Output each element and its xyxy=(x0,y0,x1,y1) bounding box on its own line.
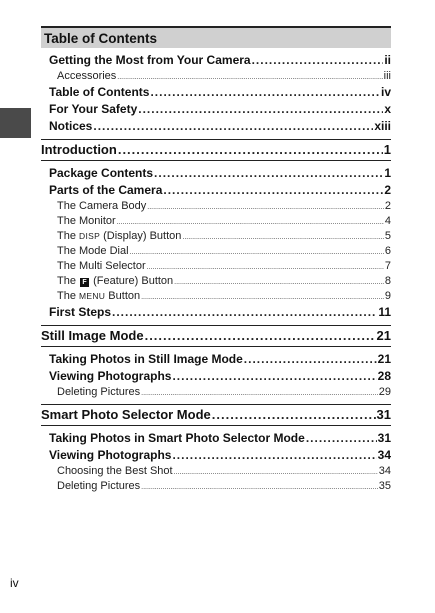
dot-leader xyxy=(174,465,378,479)
dot-leader xyxy=(147,200,384,214)
toc-page-number: 9 xyxy=(384,290,391,302)
toc-entry-label-prefix: The xyxy=(57,230,80,242)
dot-leader xyxy=(172,447,376,464)
disp-button-icon: DISP xyxy=(79,231,101,241)
toc-list xyxy=(41,52,391,494)
toc-entry-label: Taking Photos in Smart Photo Selector Mode xyxy=(49,431,305,445)
toc-entry-label-suffix: Button xyxy=(105,290,141,302)
toc-entry-label: The Monitor xyxy=(57,215,116,227)
toc-entry-label: The Mode Dial xyxy=(57,245,129,257)
toc-subentry[interactable] xyxy=(41,229,391,244)
dot-leader xyxy=(172,368,376,385)
dot-leader xyxy=(212,405,376,425)
dot-leader xyxy=(141,480,378,494)
toc-entry-label: For Your Safety xyxy=(49,102,138,116)
toc-subentry[interactable] xyxy=(41,464,391,479)
dot-leader xyxy=(252,52,384,69)
toc-page-number: 28 xyxy=(377,369,391,383)
toc-subentry[interactable] xyxy=(41,274,391,289)
toc-entry-label: Taking Photos in Still Image Mode xyxy=(49,352,243,366)
toc-entry-label: Choosing the Best Shot xyxy=(57,465,173,477)
dot-leader xyxy=(145,326,376,346)
toc-entry-label: Deleting Pictures xyxy=(57,480,141,492)
toc-entry-label-suffix: (Feature) Button xyxy=(90,275,174,287)
toc-entry-label: Parts of the Camera xyxy=(49,183,163,197)
toc-entry[interactable] xyxy=(41,118,391,135)
toc-page-number: 21 xyxy=(376,328,391,343)
toc-entry-label: Introduction xyxy=(41,142,117,157)
toc-subentry[interactable] xyxy=(41,479,391,494)
toc-page-number: xiii xyxy=(374,119,391,133)
toc-page-number: 2 xyxy=(384,183,391,197)
toc-page-number: 1 xyxy=(383,142,391,157)
toc-subentry[interactable] xyxy=(41,259,391,274)
dot-leader xyxy=(150,84,380,101)
toc-page-number: 1 xyxy=(384,166,391,180)
toc-page-number: 34 xyxy=(378,465,391,477)
toc-page-number: ii xyxy=(384,53,391,67)
dot-leader xyxy=(147,260,384,274)
toc-page-number: 5 xyxy=(384,230,391,242)
toc-entry-label xyxy=(57,274,173,289)
dot-leader xyxy=(117,215,384,229)
toc-chapter[interactable] xyxy=(41,325,391,347)
toc-entry[interactable] xyxy=(41,368,391,385)
toc-entry-label xyxy=(57,229,181,244)
dot-leader xyxy=(138,101,383,118)
dot-leader xyxy=(130,245,384,259)
toc-page-number: 29 xyxy=(378,386,391,398)
dot-leader xyxy=(141,290,384,304)
dot-leader xyxy=(306,430,377,447)
toc-entry-label: Viewing Photographs xyxy=(49,448,172,462)
toc-entry-label: Notices xyxy=(49,119,93,133)
dot-leader xyxy=(118,140,383,160)
dot-leader xyxy=(117,70,382,84)
toc-page-number: 35 xyxy=(378,480,391,492)
toc-entry[interactable] xyxy=(41,351,391,368)
toc-subentry[interactable] xyxy=(41,289,391,304)
toc-page-number: 31 xyxy=(376,407,391,422)
toc-entry-label-prefix: The xyxy=(57,275,80,287)
toc-entry-label: Getting the Most from Your Camera xyxy=(49,53,251,67)
toc-chapter[interactable] xyxy=(41,139,391,161)
toc-page-number: 34 xyxy=(377,448,391,462)
toc-subentry[interactable] xyxy=(41,214,391,229)
toc-entry-label: Package Contents xyxy=(49,166,154,180)
toc-entry-label: First Steps xyxy=(49,305,112,319)
toc-chapter[interactable] xyxy=(41,404,391,426)
dot-leader xyxy=(182,230,384,244)
toc-entry-label: Table of Contents xyxy=(49,85,150,99)
toc-page-number: 8 xyxy=(384,275,391,287)
toc-entry[interactable] xyxy=(41,84,391,101)
toc-subentry[interactable] xyxy=(41,244,391,259)
toc-entry-label: Deleting Pictures xyxy=(57,386,141,398)
dot-leader xyxy=(112,304,377,321)
toc-page-number: 21 xyxy=(377,352,391,366)
toc-entry[interactable] xyxy=(41,52,391,69)
toc-entry-label-suffix: (Display) Button xyxy=(100,230,182,242)
toc-page-number: iii xyxy=(383,70,391,82)
toc-entry[interactable] xyxy=(41,304,391,321)
toc-header xyxy=(41,26,391,48)
feature-button-icon: F xyxy=(80,278,89,287)
section-tab xyxy=(0,108,31,138)
toc-subentry[interactable] xyxy=(41,69,391,84)
dot-leader xyxy=(154,165,383,182)
toc-entry-label: The Multi Selector xyxy=(57,260,146,272)
toc-page-number: 31 xyxy=(377,431,391,445)
toc-entry[interactable] xyxy=(41,182,391,199)
toc-page-number: 7 xyxy=(384,260,391,272)
toc-page-number: 4 xyxy=(384,215,391,227)
toc-entry-label: Smart Photo Selector Mode xyxy=(41,407,211,422)
toc-title: Table of Contents xyxy=(44,30,157,46)
toc-page-number: 2 xyxy=(384,200,391,212)
toc-entry-label: The Camera Body xyxy=(57,200,147,212)
toc-page-number: 6 xyxy=(384,245,391,257)
toc-entry-label: Accessories xyxy=(57,70,117,82)
toc-entry-label-prefix: The xyxy=(57,290,80,302)
toc-subentry[interactable] xyxy=(41,385,391,400)
page-number: iv xyxy=(10,576,19,590)
toc-entry[interactable] xyxy=(41,430,391,447)
dot-leader xyxy=(174,275,384,289)
toc-entry-label: Still Image Mode xyxy=(41,328,144,343)
toc-entry[interactable] xyxy=(41,165,391,182)
menu-button-icon: MENU xyxy=(79,291,106,301)
toc-entry[interactable] xyxy=(41,101,391,118)
table-of-contents xyxy=(41,26,391,494)
dot-leader xyxy=(141,386,378,400)
dot-leader xyxy=(163,182,383,199)
dot-leader xyxy=(244,351,377,368)
toc-page-number: iv xyxy=(380,85,391,99)
dot-leader xyxy=(93,118,373,135)
toc-subentry[interactable] xyxy=(41,199,391,214)
toc-entry[interactable] xyxy=(41,447,391,464)
toc-entry-label xyxy=(57,289,140,304)
toc-entry-label: Viewing Photographs xyxy=(49,369,172,383)
toc-page-number: 11 xyxy=(378,305,391,319)
toc-page-number: x xyxy=(384,102,391,116)
